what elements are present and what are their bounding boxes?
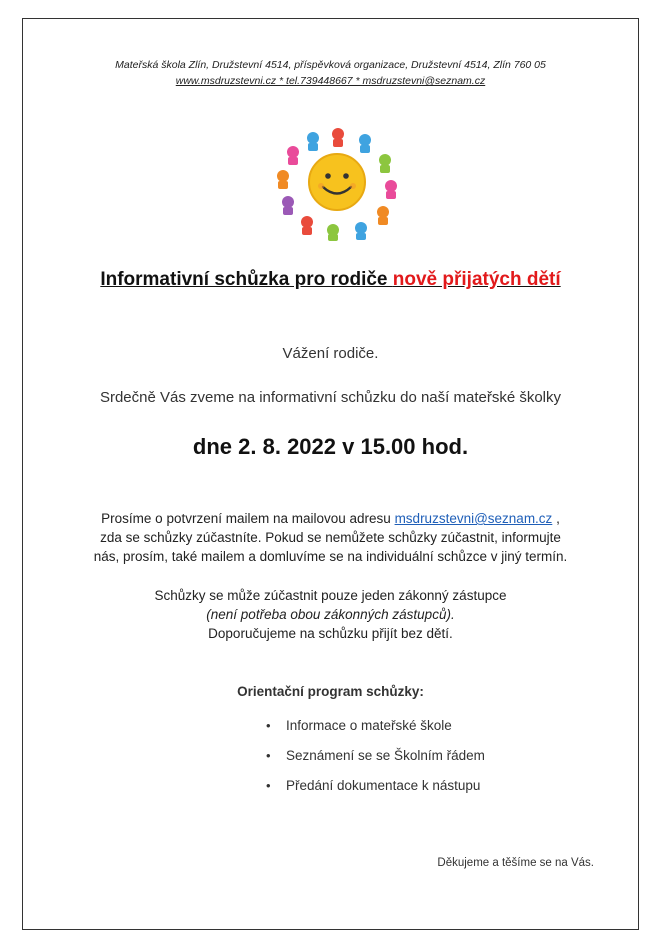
email-link[interactable]: msdruzstevni@seznam.cz: [394, 511, 553, 526]
confirmation-line-1: [23, 509, 638, 528]
confirmation-line-3: nás, prosím, také mailem a domluvíme se na individuální schůzce v jiný termín.: [93, 549, 568, 564]
closing-text: Děkujeme a těšíme se na Vás.: [437, 857, 594, 869]
attendance-line-3: Doporučujeme na schůzku přijít bez dětí.: [208, 626, 453, 641]
title-main: Informativní schůzka pro rodiče: [100, 269, 393, 290]
attendance-line-2: (není potřeba obou zákonných zástupců).: [206, 607, 455, 622]
list-item: • Předání dokumentace k nástupu: [259, 776, 485, 806]
page-title: [23, 269, 638, 291]
school-address: Mateřská škola Zlín, Družstevní 4514, příspěvková organizace, Družstevní 4514, Zlín 760 05: [115, 59, 546, 71]
confirmation-paragraph: [23, 509, 638, 566]
greeting: Vážení rodiče.: [282, 345, 379, 362]
school-contacts[interactable]: www.msdruzstevni.cz * tel.739448667 * msdruzstevni@seznam.cz: [175, 75, 486, 87]
attendance-paragraph: [23, 586, 638, 643]
list-item: • Seznámení se se Školním řádem: [259, 746, 485, 776]
confirmation-comma: ,: [552, 511, 560, 526]
attendance-line-1: Schůzky se může zúčastnit pouze jeden zákonný zástupce: [154, 588, 507, 603]
title-highlight: nově přijatých dětí: [392, 269, 561, 290]
document-page: [22, 18, 639, 930]
sun-face: [309, 154, 365, 210]
invitation: Srdečně Vás zveme na informativní schůzku do naší mateřské školky: [99, 389, 562, 406]
meeting-date: dne 2. 8. 2022 v 15.00 hod.: [192, 434, 469, 459]
confirmation-text: Prosíme o potvrzení mailem na mailovou adresu: [101, 511, 395, 526]
program-list: [259, 716, 485, 806]
program-heading: Orientační program schůzky:: [237, 684, 424, 699]
list-item: • Informace o mateřské škole: [259, 716, 485, 746]
sun-with-children-logo: [273, 124, 403, 242]
confirmation-line-2: zda se schůzky zúčastníte. Pokud se nemůžete schůzky zúčastnit, informujte: [100, 530, 561, 545]
